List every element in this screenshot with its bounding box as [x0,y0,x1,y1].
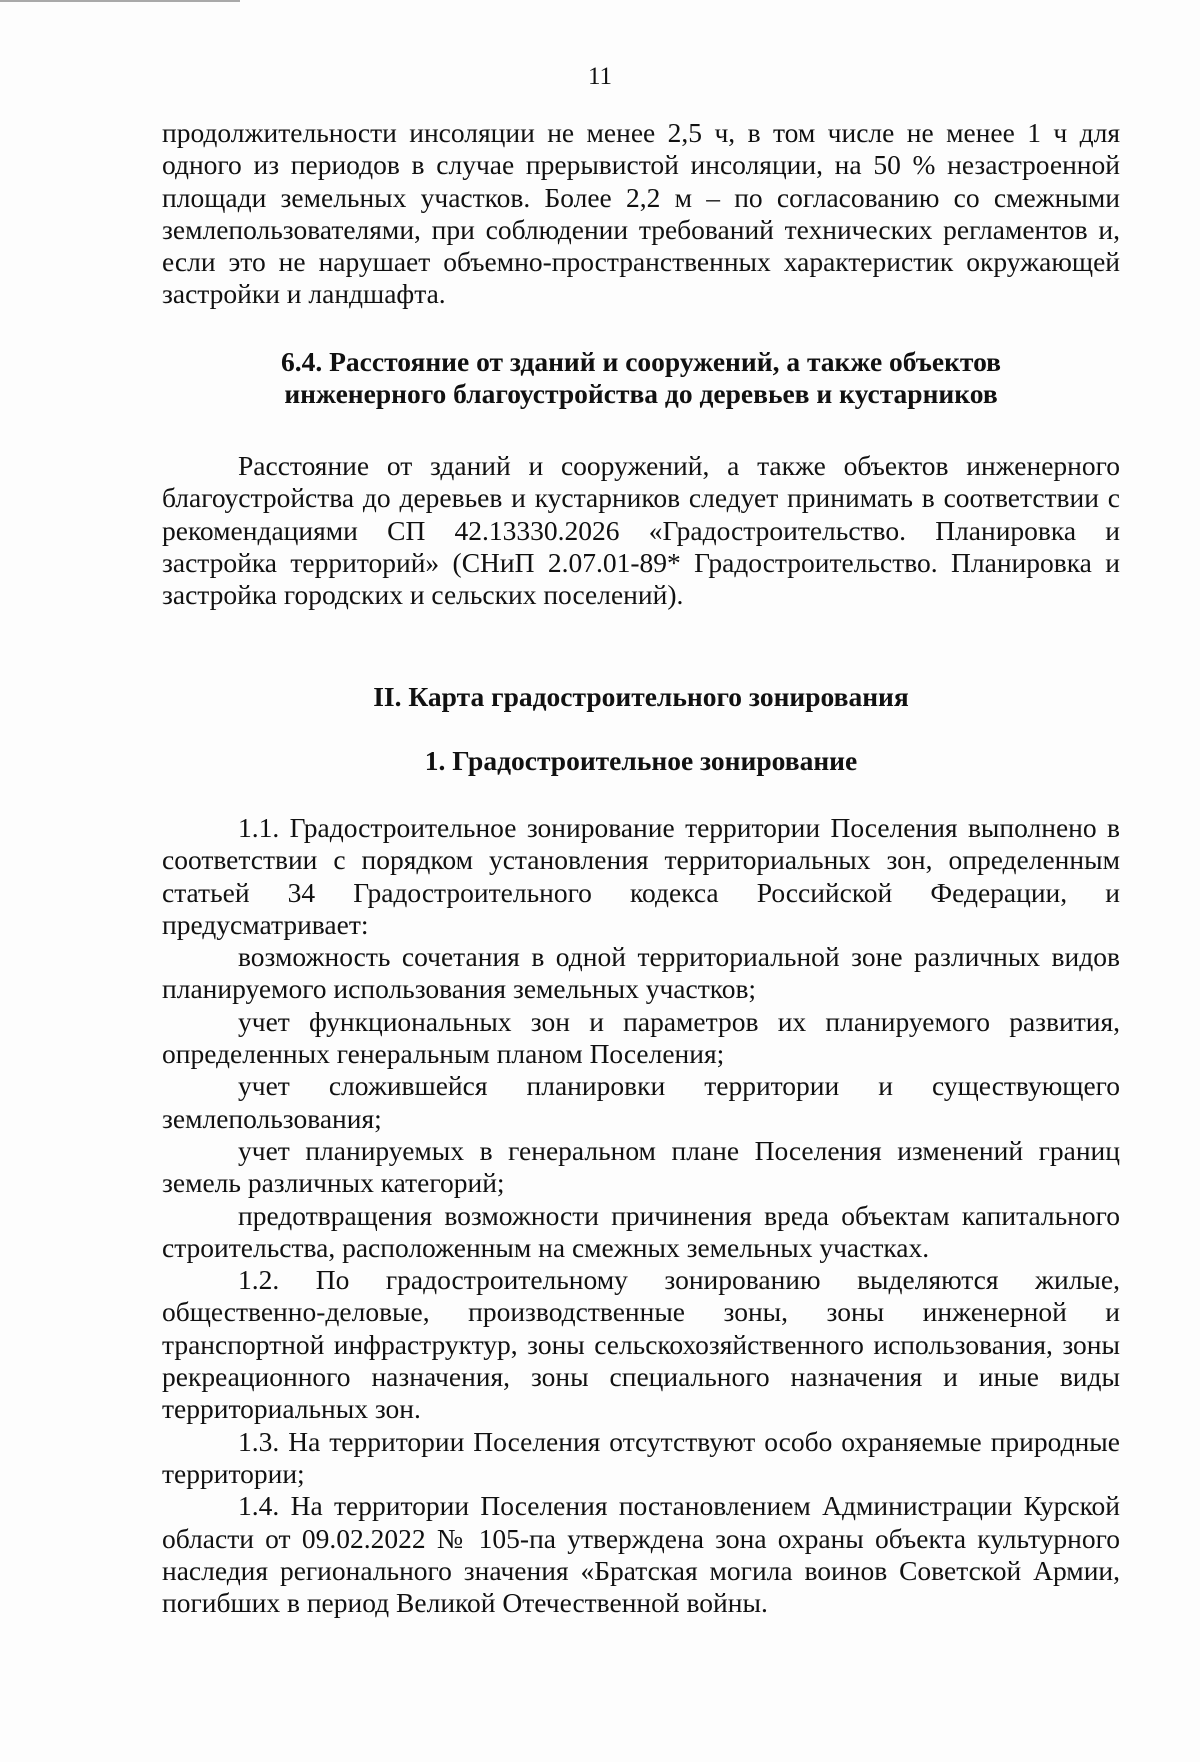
list-item: учет сложившейся планировки территории и существующего землепользования; [162,1070,1120,1134]
part-II-heading: II. Карта градостроительного зонирования [373,681,909,712]
paragraph-1-2: 1.2. По градостроительному зонированию выделяются жилые, общественно-деловые, производственные зоны, зоны инженерной и транспортной инфраструктур, зоны сельскохозяйственного использования, зоны рекреационного назначения, зоны специального назначения и иные виды территориальных зон. [162,1264,1120,1425]
continuation-paragraph: продолжительности инсоляции не менее 2,5 ч, в том числе не менее 1 ч для одного из периодов в случае прерывистой инсоляции, на 50 % незастроенной площади земельных участков. Более 2,2 м – по согласованию со смежными землепользователями, при соблюдении требований технических регламентов и, если это не нарушает объемно-пространственных характеристик окружающей застройки и ландшафта. [162,117,1120,310]
page-number: 11 [587,63,613,90]
section-6-4-heading-line1: 6.4. Расстояние от зданий и сооружений, а также объектов [281,346,1001,377]
section-6-4-heading [162,346,1120,411]
part-II-heading-block [162,681,1120,713]
paragraph-1-3: 1.3. На территории Поселения отсутствуют особо охраняемые природные территории; [162,1425,1120,1489]
section-6-4-paragraph: Расстояние от зданий и сооружений, а также объектов инженерного благоустройства до деревьев и кустарников следует принимать в соответствии с рекомендациями СП 42.13330.2026 «Градостроительство. Планировка и застройка территорий» (СНиП 2.07.01-89* Градостроительство. Планировка и застройка городских и сельских поселений). [162,450,1120,611]
list-item: предотвращения возможности причинения вреда объектам капитального строительства, расположенным на смежных земельных участках. [162,1199,1120,1263]
paragraph-1-4: 1.4. На территории Поселения постановлением Администрации Курской области от 09.02.2022 № 105-па утверждена зона охраны объекта культурного наследия регионального значения «Братская могила воинов Советской Армии, погибших в период Великой Отечественной войны. [162,1490,1120,1619]
subsection-1-heading: 1. Градостроительное зонирование [424,745,858,776]
continuation-block [162,117,1120,311]
section-6-4-heading-line2: инженерного благоустройства до деревьев и кустарников [284,378,998,410]
section-6-4-body [162,450,1120,611]
paragraph-1-1: 1.1. Градостроительное зонирование территории Поселения выполнено в соответствии с порядком установления территориальных зон, определенным статьей 34 Градостроительного кодекса Российской Федерации, и предусматривает: [162,812,1120,940]
scan-edge-mark [0,0,240,2]
zoning-body [162,812,1120,1619]
list-item: возможность сочетания в одной территориальной зоне различных видов планируемого использования земельных участков; [162,941,1120,1005]
list-item: учет функциональных зон и параметров их планируемого развития, определенных генеральным планом Поселения; [162,1005,1120,1070]
subsection-1-heading-block [162,745,1120,777]
list-item: учет планируемых в генеральном плане Поселения изменений границ земель различных категорий; [162,1134,1120,1199]
